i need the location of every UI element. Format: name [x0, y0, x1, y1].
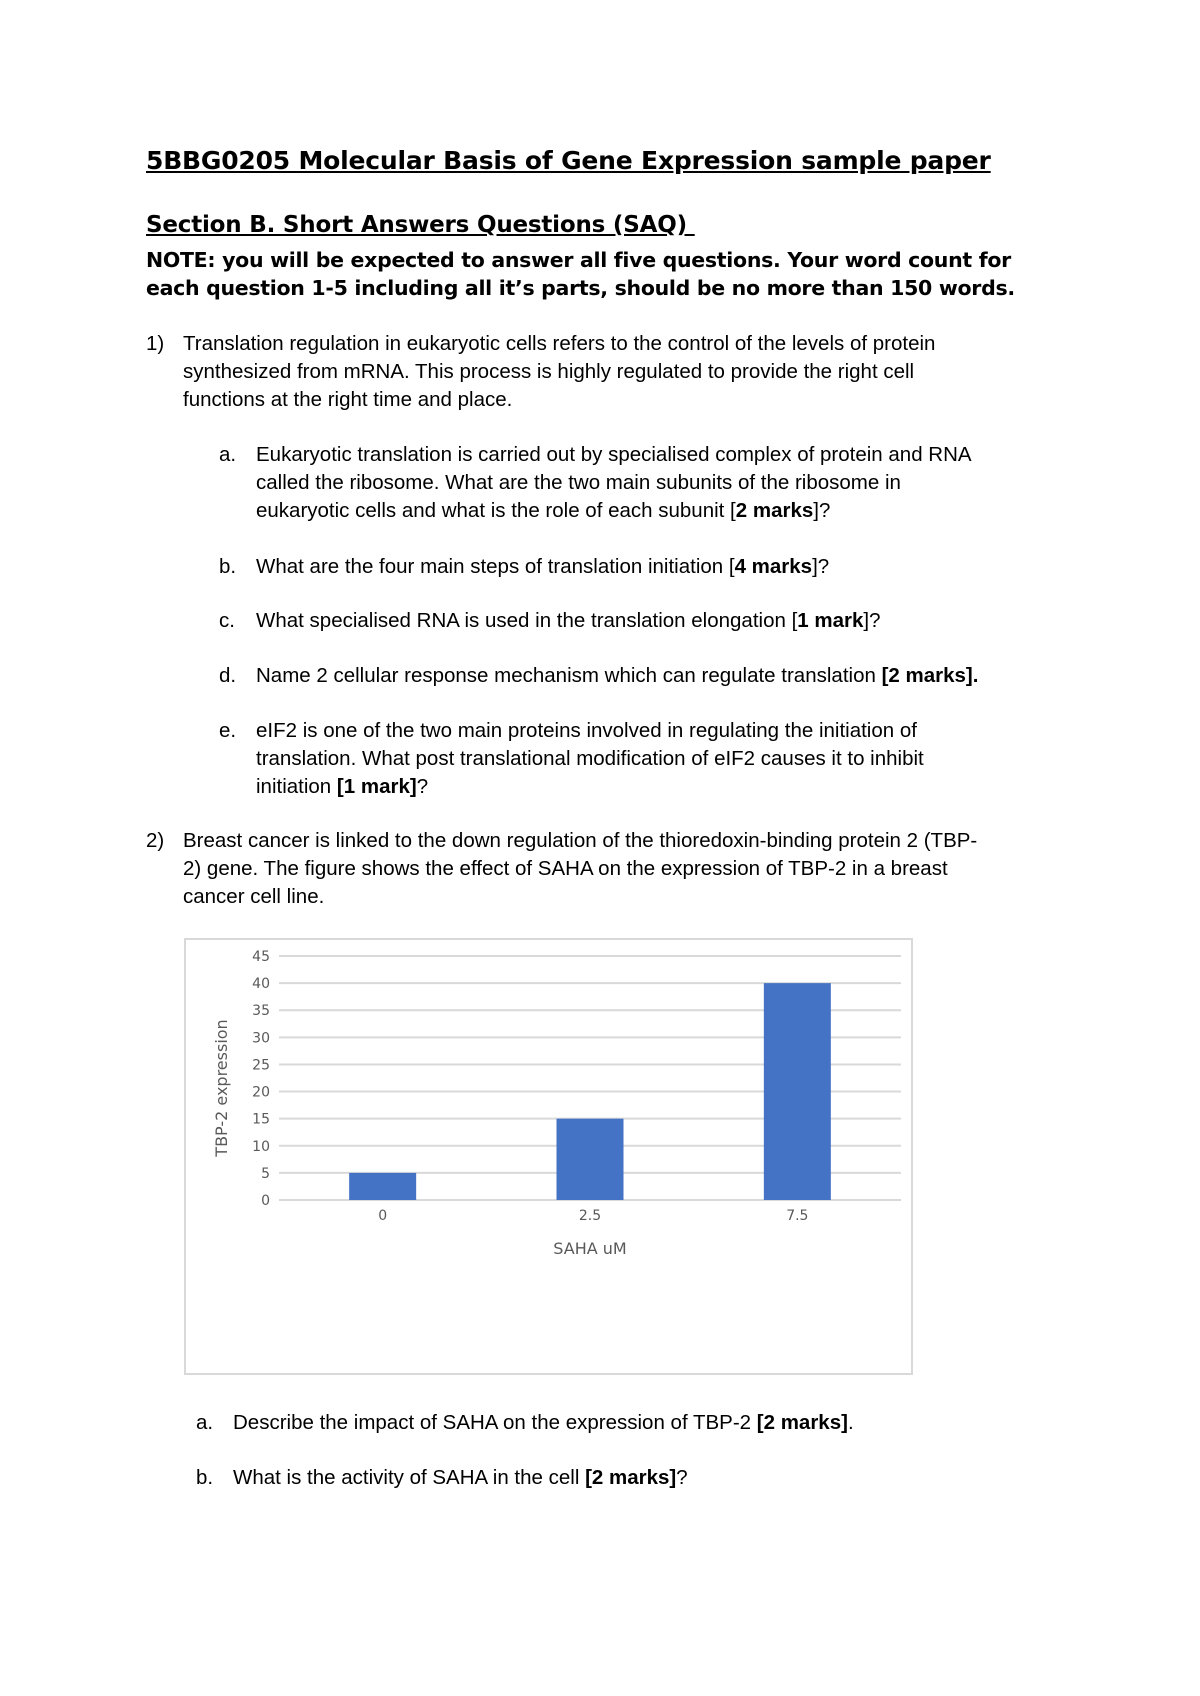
part-text: What specialised RNA is used in the translation elongation [ — [256, 609, 798, 632]
x-tick-label: 0 — [378, 1208, 388, 1224]
part-letter: b. — [219, 555, 237, 578]
marks-label: [1 mark] — [336, 775, 417, 798]
y-tick-label: 35 — [252, 1003, 270, 1020]
note-text: NOTE: you will be expected to answer all five questions. Your word count for each question 1-5 including all it’s parts, should be no more than 150 words. — [146, 248, 1015, 300]
part-text-line — [256, 553, 829, 581]
part-letter: d. — [219, 664, 237, 687]
part-text-line: called the ribosome. What are the two main subunits of the ribosome in — [256, 471, 901, 494]
question-1 — [146, 330, 1066, 414]
marks-label: 1 mark — [797, 609, 864, 632]
x-tick-label: 2.5 — [578, 1208, 602, 1224]
y-tick-label: 45 — [252, 949, 270, 965]
part-text: ]? — [863, 609, 881, 632]
part-text-line: translation. What post translational modification of eIF2 causes it to inhibit — [256, 747, 924, 770]
marks-label: [2 marks] — [756, 1411, 848, 1434]
question-text-line: cancer cell line. — [183, 885, 325, 908]
y-tick-label: 0 — [261, 1193, 270, 1209]
part-text: Describe the impact of SAHA on the expression of TBP-2 — [233, 1411, 757, 1434]
part-text: eukaryotic cells and what is the role of each subunit [ — [256, 499, 736, 522]
question-text-line: functions at the right time and place. — [183, 388, 513, 411]
x-tick-label: 7.5 — [786, 1208, 809, 1224]
question-text-line: 2) gene. The figure shows the effect of SAHA on the expression of TBP-2 in a breast — [183, 857, 948, 880]
question-2a — [196, 1409, 1056, 1437]
question-1b — [219, 553, 1079, 581]
part-text: What is the activity of SAHA in the cell — [233, 1466, 586, 1489]
part-text-line — [256, 773, 428, 801]
y-tick-label: 20 — [252, 1084, 270, 1101]
part-text: ]? — [813, 499, 831, 522]
part-text: ? — [676, 1466, 688, 1489]
question-text-line: Translation regulation in eukaryotic cells refers to the control of the levels of protein — [183, 332, 936, 355]
part-text-line: Eukaryotic translation is carried out by specialised complex of protein and RNA — [256, 443, 972, 466]
question-text-line: synthesized from mRNA. This process is highly regulated to provide the right cell — [183, 360, 915, 383]
question-1d — [219, 662, 1079, 690]
y-axis-label: TBP-2 expression — [212, 1019, 231, 1157]
y-tick-label: 5 — [261, 1165, 270, 1182]
marks-label: [2 marks]. — [881, 664, 979, 687]
bar-2.5 — [557, 1119, 624, 1200]
question-number: 2) — [146, 829, 165, 852]
paper-title: 5BBG0205 Molecular Basis of Gene Expression sample paper — [146, 146, 991, 175]
part-letter: e. — [219, 719, 237, 742]
part-text-line — [256, 497, 830, 525]
part-text: What are the four main steps of translation initiation [ — [256, 555, 735, 578]
question-1a — [219, 441, 1079, 525]
marks-label: 4 marks — [734, 555, 813, 578]
part-text: ? — [416, 775, 429, 798]
bar-0 — [349, 1173, 416, 1200]
part-text: . — [847, 1411, 854, 1434]
section-title: Section B. Short Answers Questions (SAQ) — [146, 212, 695, 238]
marks-label: [2 marks] — [585, 1466, 677, 1489]
part-letter: b. — [196, 1466, 214, 1489]
part-text-line: eIF2 is one of the two main proteins involved in regulating the initiation of — [256, 719, 917, 742]
bar-7.5 — [764, 983, 831, 1200]
marks-label: 2 marks — [735, 499, 814, 522]
chart-y-ticks — [252, 949, 270, 1209]
tbp2-bar-chart — [184, 938, 913, 1375]
question-2 — [146, 827, 1066, 911]
part-text-line — [233, 1409, 854, 1437]
chart-canvas — [186, 940, 911, 1373]
part-text: Name 2 cellular response mechanism which can regulate translation — [256, 664, 882, 687]
question-number: 1) — [146, 332, 165, 355]
chart-x-ticks — [378, 1208, 808, 1224]
part-letter: c. — [219, 609, 235, 632]
question-2b — [196, 1464, 1056, 1492]
question-1e — [219, 717, 1079, 801]
y-tick-label: 30 — [252, 1030, 270, 1047]
y-tick-label: 40 — [252, 976, 270, 993]
part-text: ]? — [812, 555, 830, 578]
x-axis-label: SAHA uM — [553, 1239, 627, 1258]
y-tick-label: 15 — [252, 1111, 270, 1128]
part-letter: a. — [219, 443, 237, 466]
question-1c — [219, 607, 1079, 635]
y-tick-label: 10 — [252, 1138, 270, 1155]
part-letter: a. — [196, 1411, 214, 1434]
part-text: initiation — [256, 775, 337, 798]
part-text-line — [256, 607, 881, 635]
y-tick-label: 25 — [252, 1057, 270, 1074]
part-text-line — [256, 662, 978, 690]
part-text-line — [233, 1464, 688, 1492]
question-text-line: Breast cancer is linked to the down regulation of the thioredoxin-binding protein 2 (TBP- — [183, 829, 978, 852]
